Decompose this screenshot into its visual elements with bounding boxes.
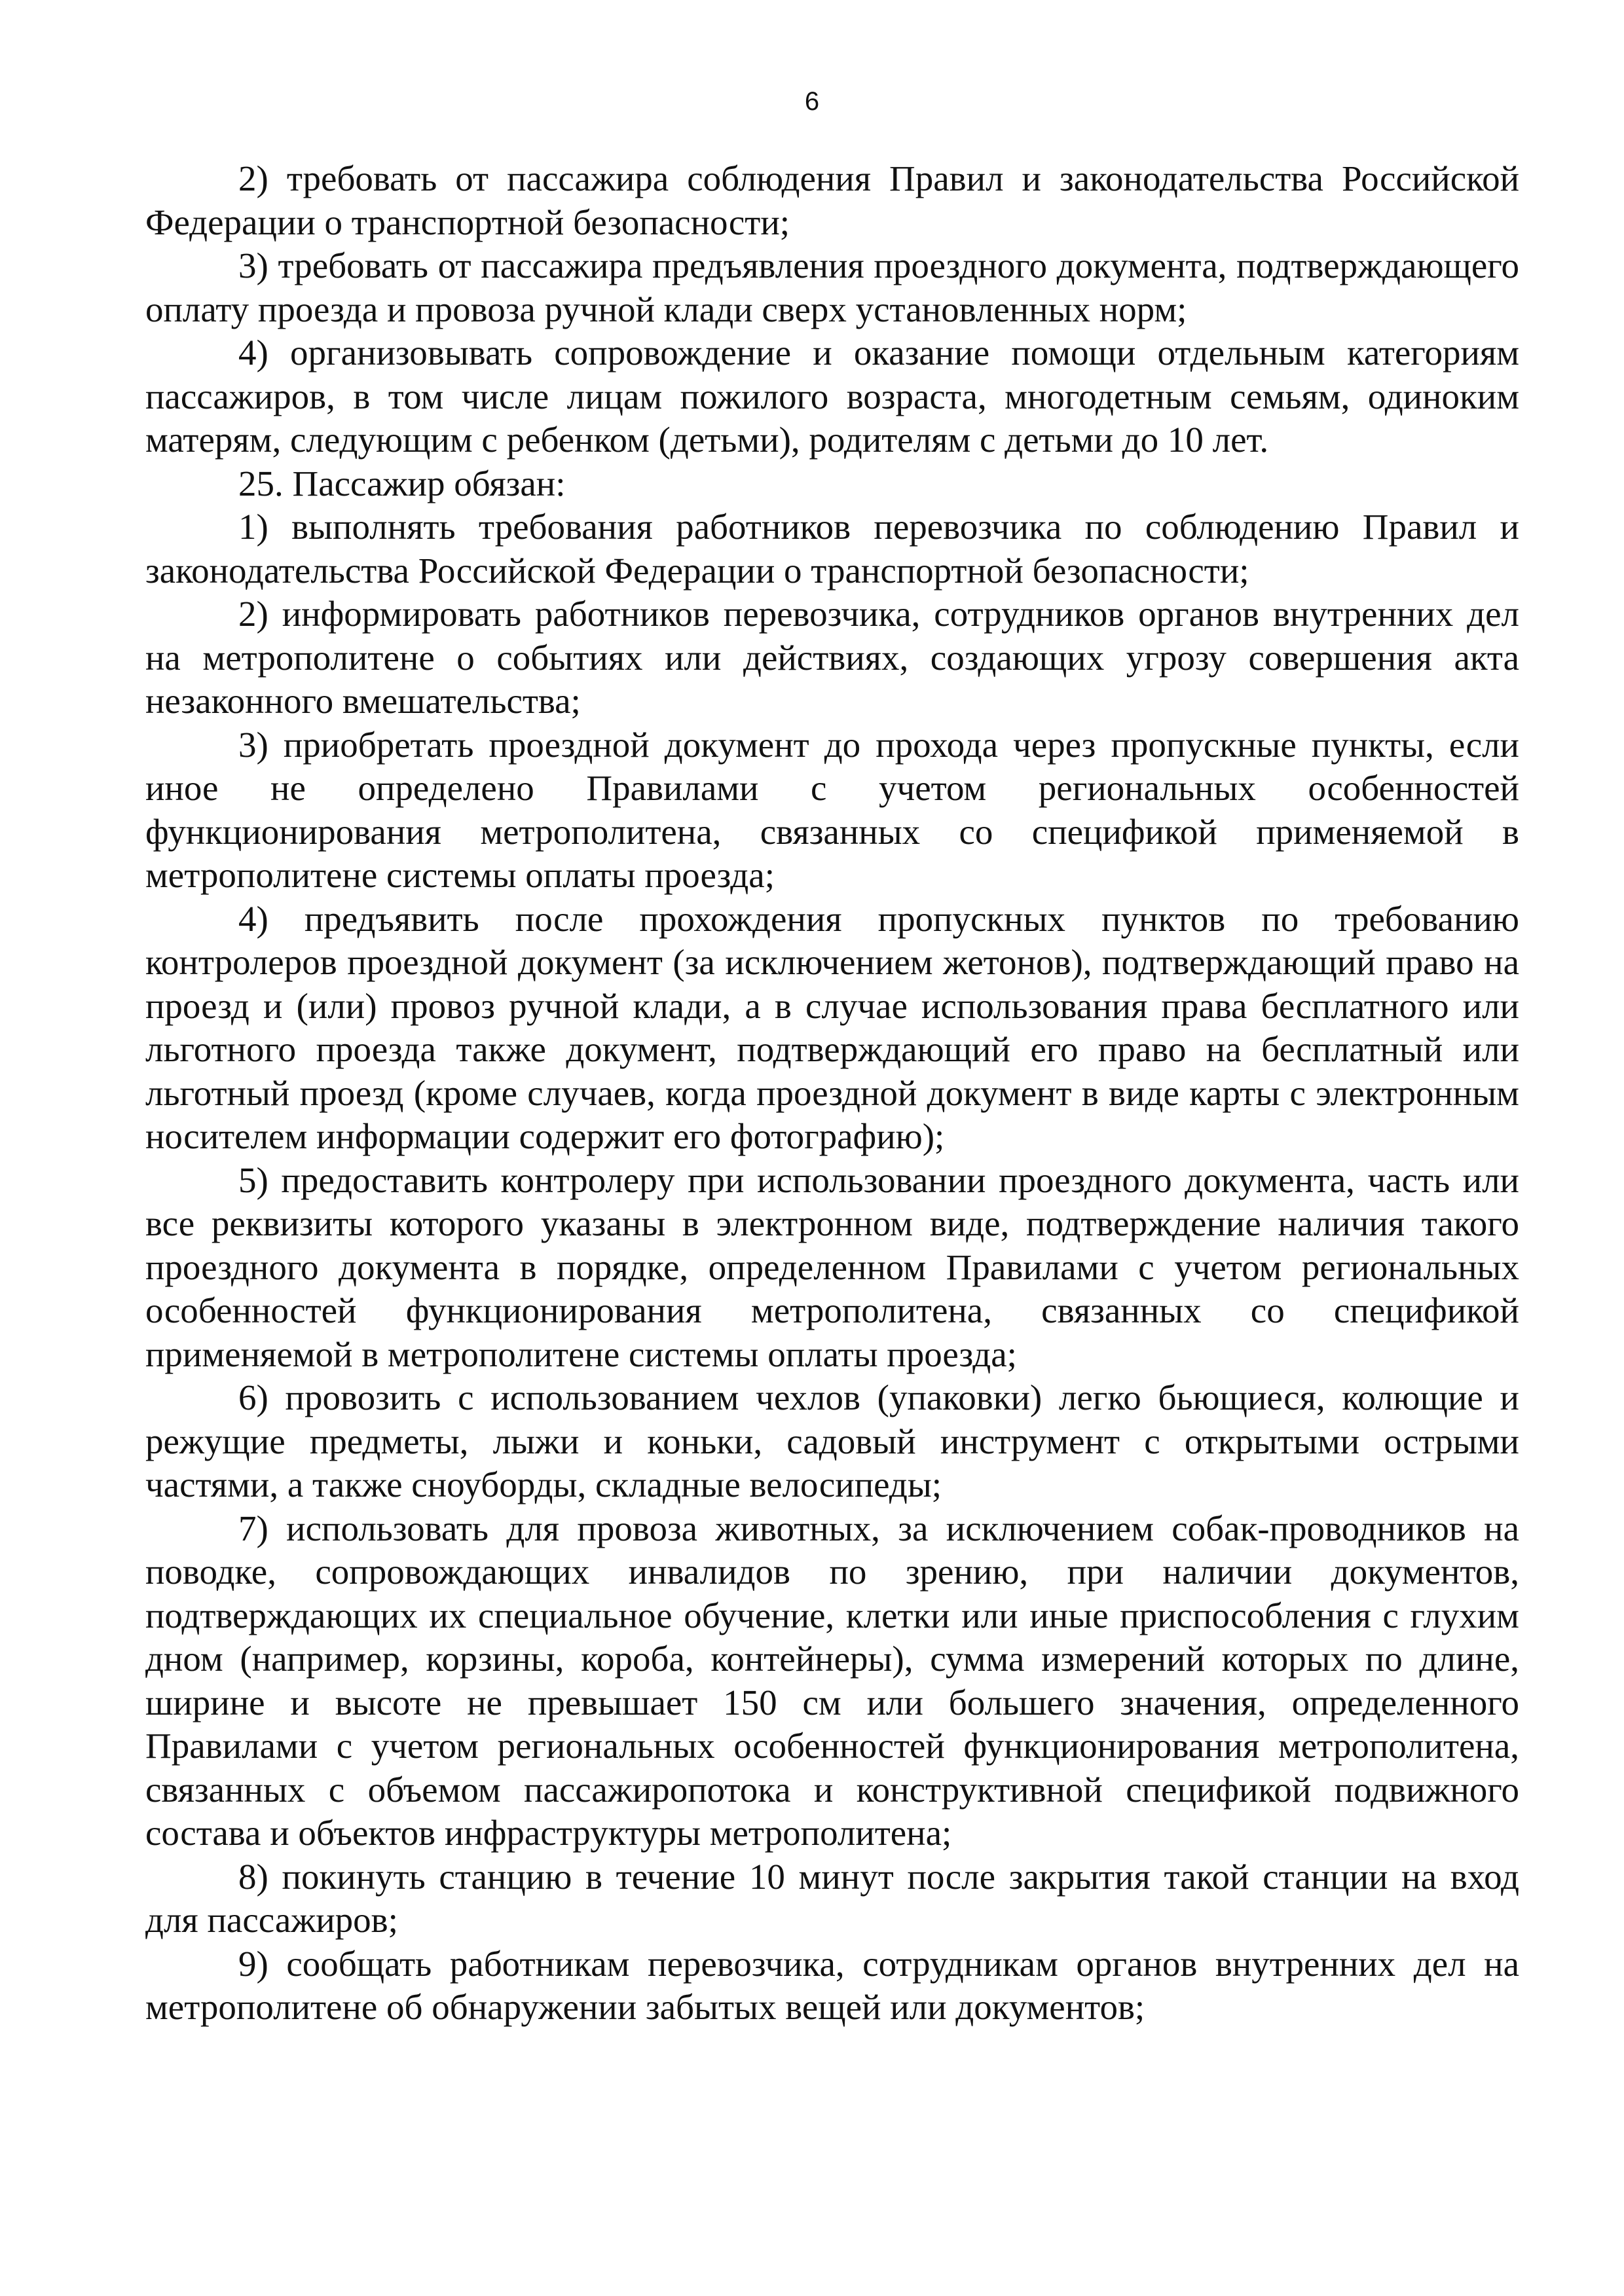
paragraph-clause-25-6: 6) провозить с использованием чехлов (упаковки) легко бьющиеся, колющие и режущие предметы, лыжи и коньки, садовый инструмент с открытыми острыми частями, а также сноуборды, складные велосипеды;: [145, 1377, 1519, 1504]
paragraph-clause-24-2: 2) требовать от пассажира соблюдения Правил и законодательства Российской Федерации о транспортной безопасности;: [145, 158, 1519, 242]
paragraph-clause-25-5: 5) предоставить контролеру при использовании проездного документа, часть или все реквизиты которого указаны в электронном виде, подтверждение наличия такого проездного документа в порядке, определенном Правилами с учетом региональных особенностей функционирования метрополитена, связанных со спецификой применяемой в метрополитене системы оплаты проезда;: [145, 1159, 1519, 1374]
paragraph-clause-25-1: 1) выполнять требования работников перевозчика по соблюдению Правил и законодательства Российской Федерации о транспортной безопасности;: [145, 507, 1519, 591]
paragraph-clause-25-8: 8) покинуть станцию в течение 10 минут после закрытия такой станции на вход для пассажиров;: [145, 1856, 1519, 1940]
paragraph-clause-25-3: 3) приобретать проездной документ до прохода через пропускные пункты, если иное не определено Правилами с учетом региональных особенностей функционирования метрополитена, связанных со спецификой применяемой в метрополитене системы оплаты проезда;: [145, 724, 1519, 895]
paragraph-clause-25-9: 9) сообщать работникам перевозчика, сотрудникам органов внутренних дел на метрополитене об обнаружении забытых вещей или документов;: [145, 1943, 1519, 2027]
paragraph-clause-24-4: 4) организовывать сопровождение и оказание помощи отдельным категориям пассажиров, в том числе лицам пожилого возраста, многодетным семьям, одиноким матерям, следующим с ребенком (детьми), родителям с детьми до 10 лет.: [145, 333, 1519, 460]
paragraph-clause-24-3: 3) требовать от пассажира предъявления проездного документа, подтверждающего оплату проезда и провоза ручной клади сверх установленных норм;: [145, 246, 1519, 329]
document-body: [145, 157, 1519, 2030]
paragraph-clause-25-7: 7) использовать для провоза животных, за исключением собак-проводников на поводке, сопровождающих инвалидов по зрению, при наличии документов, подтверждающих их специальное обучение, клетки или иные приспособления с глухим дном (например, корзины, короба, контейнеры), сумма измерений которых по длине, ширине и высоте не превышает 150 см или большего значения, определенного Правилами с учетом региональных особенностей функционирования метрополитена, связанных с объемом пассажиропотока и конструктивной спецификой подвижного состава и объектов инфраструктуры метрополитена;: [145, 1508, 1519, 1853]
paragraph-clause-25-4: 4) предъявить после прохождения пропускных пунктов по требованию контролеров проездной документ (за исключением жетонов), подтверждающий право на проезд и (или) провоз ручной клади, а в случае использования права бесплатного или льготного проезда также документ, подтверждающий его право на бесплатный или льготный проезд (кроме случаев, когда проездной документ в виде карты с электронным носителем информации содержит его фотографию);: [145, 898, 1519, 1156]
section-heading-25: 25. Пассажир обязан:: [238, 463, 566, 503]
paragraph-clause-25-2: 2) информировать работников перевозчика, сотрудников органов внутренних дел на метрополитене о событиях или действиях, создающих угрозу совершения акта незаконного вмешательства;: [145, 594, 1519, 721]
page-number: 6: [804, 87, 820, 116]
